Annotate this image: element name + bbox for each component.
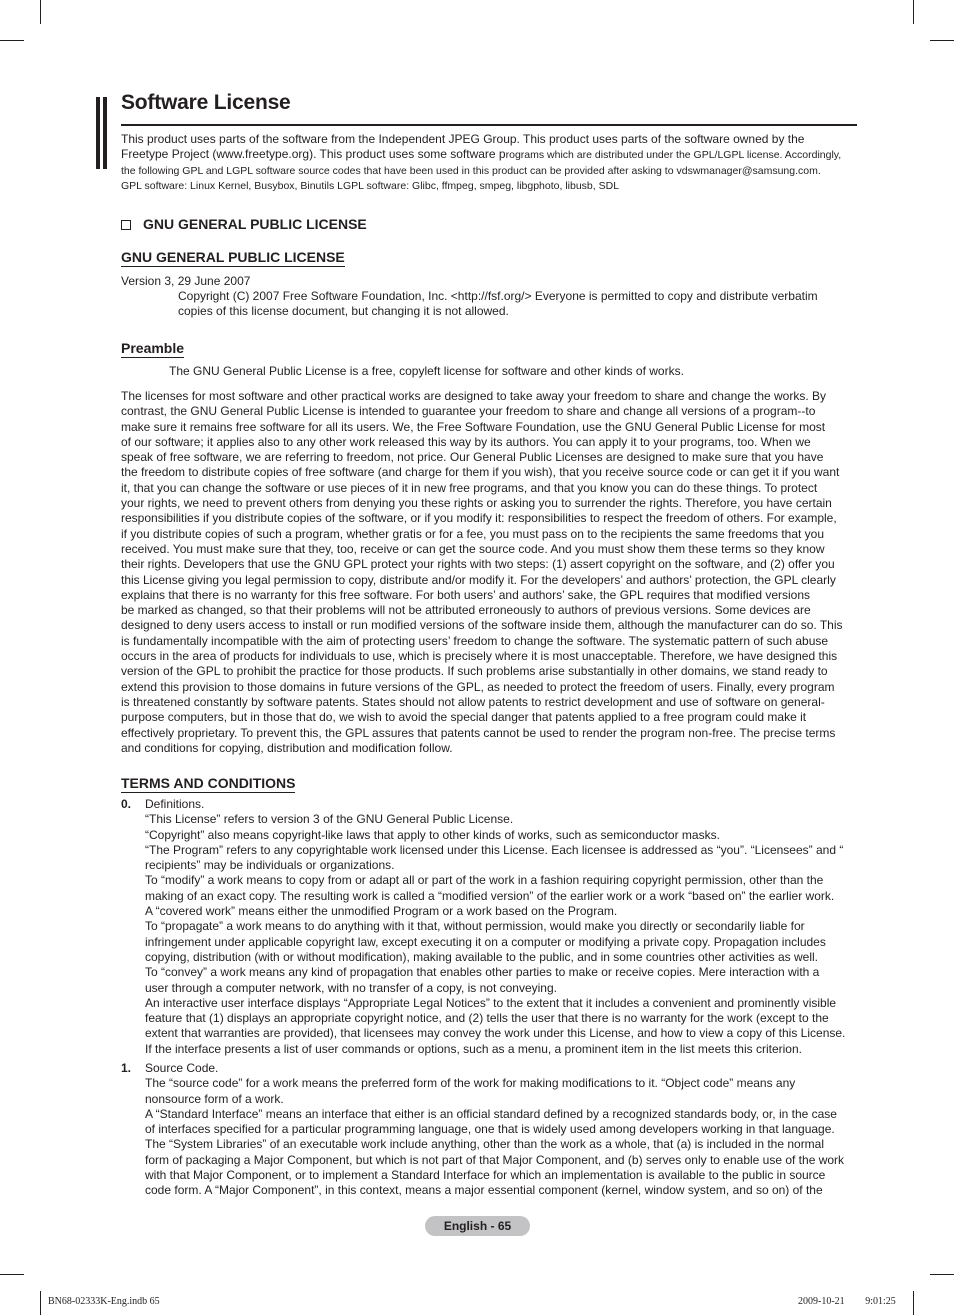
definitions-line: To “modify” a work means to copy from or adapt all or part of the work in a fashion requiring copyright permission, other than the [145, 873, 824, 888]
source-code-line: nonsource form of a work. [145, 1091, 284, 1106]
license-heading: GNU GENERAL PUBLIC LICENSE [121, 249, 345, 265]
preamble-line: received. You must make sure that they, too, receive or can get the source code. And you must show them these terms so they know [121, 541, 825, 556]
source-code-line: form of packaging a Major Component, but which is not part of that Major Component, and (b) serves only to enable use of the work [145, 1152, 845, 1167]
preamble-line: it, that you can change the software or use pieces of it in new free programs, and that you know you can do these things. To protect [121, 480, 818, 495]
preamble-line: speak of free software, we are referring to freedom, not price. Our General Public Licenses are designed to make sure that you have [121, 450, 824, 465]
crop-mark [930, 1274, 954, 1275]
definitions-line: feature that (1) displays an appropriate copyright notice, and (2) tells the user that there is no warranty for the work (except to the [145, 1011, 829, 1026]
preamble-line: this License giving you legal permission to copy, distribute and/or modify it. For the developers’ and authors’ protection, the GPL clearly [121, 572, 836, 587]
section-heading [121, 216, 367, 232]
preamble-line: make sure it remains free software for all its users. We, the Free Software Foundation, use the GNU General Public License for most [121, 419, 826, 434]
intro-line: This product uses parts of the software from the Independent JPEG Group. This product uses parts of the software owned by the [121, 132, 805, 146]
title-rule [121, 124, 857, 126]
definitions-line: recipients” may be individuals or organizations. [145, 858, 395, 873]
title-decor-bar [96, 97, 100, 169]
definitions-line: Definitions. [145, 797, 205, 811]
preamble-line: is fundamentally incompatible with the aim of protecting users’ freedom to change the software. The systematic pattern of such abuse [121, 633, 829, 648]
definitions-line: infringement under applicable copyright law, except executing it on a computer or modifying a private copy. Propagation includes [145, 934, 826, 949]
crop-mark [0, 40, 24, 41]
preamble-line: the freedom to distribute copies of free software (and charge for them if you wish), that you receive source code or can get it if you want [121, 465, 840, 480]
definitions-line: To “convey” a work means any kind of propagation that enables other parties to make or receive copies. Mere interaction with a [145, 965, 820, 980]
intro-text: Freetype Project (www.freetype.org). This product uses some software p [121, 147, 506, 162]
intro-paragraph [121, 132, 859, 194]
source-code-line: code form. A “Major Component”, in this context, means a major essential component (kernel, window system, and so on) of the [145, 1183, 823, 1198]
definitions-line: copying, distribution (with or without modification), making available to the public, and in some countries other activities as well. [145, 949, 818, 964]
footer-timestamp: 2009-10-21    9:01:25 [798, 1296, 896, 1307]
definitions-line: user through a computer network, with no transfer of a copy, is not conveying. [145, 980, 557, 995]
preamble-line: version of the GPL to prohibit the practice for those products. If such problems arise substantially in other domains, we stand ready to [121, 664, 828, 679]
copyright-notice [178, 289, 848, 320]
preamble-line: extend this provision to those domains in future versions of the GPL, as needed to protect the freedom of users. Finally, every program [121, 679, 835, 694]
definitions-block [145, 797, 859, 1057]
preamble-line: your rights, we need to prevent others from denying you these rights or asking you to surrender the rights. Therefore, you have certain [121, 496, 832, 511]
intro-text-small: rograms which are distributed under the GPL/LGPL license. Accordingly, [505, 149, 842, 162]
preamble-line: their rights. Developers that use the GNU GPL protect your rights with two steps: (1) assert copyright on the software, and (2) offer you [121, 557, 835, 572]
preamble-line: be marked as changed, so that their problems will not be attributed erroneously to authors of previous versions. Some devices are [121, 603, 811, 618]
crop-mark [40, 0, 41, 24]
copyright-line: copies of this license document, but changing it is not allowed. [178, 304, 509, 319]
preamble-heading: Preamble [121, 340, 185, 356]
page-number-badge: English - 65 [425, 1216, 530, 1236]
preamble-line: designed to deny users access to install or run modified versions of the software inside them, although the manufacturer can do so. This [121, 618, 843, 633]
source-code-line: Source Code. [145, 1061, 219, 1075]
preamble-line: occurs in the area of products for individuals to use, which is precisely where it is most unacceptable. Therefore, we have designed this [121, 649, 838, 664]
preamble-line: is threatened constantly by software patents. States should not allow patents to restrict development and use of software on general- [121, 694, 825, 709]
crop-mark [913, 0, 914, 24]
intro-line: GPL software: Linux Kernel, Busybox, Binutils LGPL software: Glibc, ffmpeg, smpeg, libgphoto, libusb, SDL [121, 179, 620, 192]
preamble-line: responsibilities if you distribute copies of the software, or if you modify it: responsibilities to respect the freedom of others. For example, [121, 511, 837, 526]
crop-mark [40, 1291, 41, 1315]
definitions-line: making of an exact copy. The resulting work is called a “modified version” of the earlier work or a work “based on” the earlier work. [145, 888, 835, 903]
version-line: Version 3, 29 June 2007 [121, 274, 251, 288]
preamble-line: explains that there is no warranty for this free software. For both users’ and authors’ sake, the GPL requires that modified versions [121, 587, 811, 602]
definitions-line: An interactive user interface displays “Appropriate Legal Notices” to the extent that it includes a convenient and prominently visible [145, 995, 837, 1010]
preamble-line: purpose computers, but in those that do, we wish to avoid the special danger that patents applied to a free program could make it [121, 710, 807, 725]
crop-mark [913, 1291, 914, 1315]
checkbox-square-icon [121, 220, 131, 230]
definitions-line: “The Program” refers to any copyrightable work licensed under this License. Each licensee is addressed as “you”. “Licensees” and “ [145, 842, 844, 857]
preamble-body [121, 389, 859, 756]
preamble-line: if you distribute copies of such a program, whether gratis or for a fee, you must pass on to the recipients the same freedoms that you [121, 526, 825, 541]
definitions-line: “Copyright” also means copyright-like laws that apply to other kinds of works, such as semiconductor masks. [145, 827, 720, 842]
source-code-block [145, 1061, 859, 1199]
crop-mark [930, 40, 954, 41]
section-heading-text: GNU GENERAL PUBLIC LICENSE [143, 216, 367, 232]
copyright-line: Copyright (C) 2007 Free Software Foundation, Inc. <http://fsf.org/> Everyone is permitted to copy and distribute verbatim [178, 289, 818, 303]
definitions-line: extent that warranties are provided), that licensees may convey the work under this License, and how to view a copy of this License. [145, 1026, 846, 1041]
definitions-line: “This License” refers to version 3 of the GNU General Public License. [145, 812, 514, 827]
intro-line: the following GPL and LGPL software source codes that have been used in this product can be provided after asking to vdswmanager@samsung.com. [121, 164, 821, 177]
preamble-lead: The GNU General Public License is a free, copyleft license for software and other kinds of works. [169, 364, 684, 378]
page-title: Software License [121, 91, 291, 114]
source-code-line: A “Standard Interface” means an interface that either is an official standard defined by a recognized standards body, or, in the case [145, 1106, 837, 1121]
item-number: 1. [121, 1061, 132, 1075]
preamble-line: contrast, the GNU General Public License is intended to guarantee your freedom to share and change all versions of a program--to [121, 404, 816, 419]
preamble-line: effectively proprietary. To prevent this, the GPL assures that patents cannot be used to render the program non-free. The precise terms [121, 725, 836, 740]
definitions-line: A “covered work” means either the unmodified Program or a work based on the Program. [145, 904, 618, 919]
item-number: 0. [121, 797, 132, 811]
definitions-line: To “propagate” a work means to do anything with it that, without permission, would make you directly or secondarily liable for [145, 919, 805, 934]
source-code-line: The “System Libraries” of an executable work include anything, other than the work as a whole, that (a) is included in the normal [145, 1137, 825, 1152]
definitions-line: If the interface presents a list of user commands or options, such as a menu, a prominent item in the list meets this criterion. [145, 1041, 802, 1056]
source-code-line: of interfaces specified for a particular programming language, one that is widely used among developers working in that language. [145, 1122, 835, 1137]
crop-mark [0, 1274, 24, 1275]
preamble-line: of our software; it applies also to any other work released this way by its authors. You can apply it to your programs, too. When we [121, 434, 811, 449]
intro-line [121, 147, 859, 163]
preamble-line: and conditions for copying, distribution and modification follow. [121, 740, 453, 755]
source-code-line: The “source code” for a work means the preferred form of the work for making modifications to it. “Object code” means any [145, 1076, 796, 1091]
terms-heading: TERMS AND CONDITIONS [121, 775, 296, 791]
preamble-line: The licenses for most software and other practical works are designed to take away your freedom to share and change the works. By [121, 389, 827, 403]
footer-file: BN68-02333K-Eng.indb 65 [48, 1296, 160, 1307]
source-code-line: with that Major Component, or to implement a Standard Interface for which an implementation is available to the public in source [145, 1168, 826, 1183]
title-decor-bar [103, 97, 107, 169]
